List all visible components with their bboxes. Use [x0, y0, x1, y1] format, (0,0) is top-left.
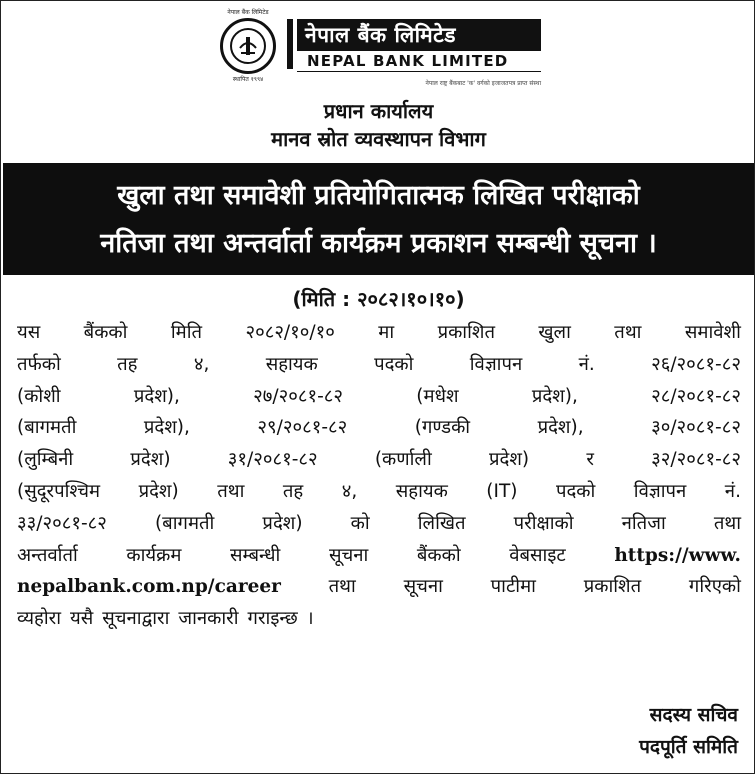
- body-word: प्रदेश): [138, 480, 179, 502]
- body-word: ३१/२०८१-८२: [227, 449, 318, 471]
- body-line: [17, 540, 741, 572]
- body-word: प्रदेश): [130, 449, 171, 471]
- body-word: (लुम्बिनी: [17, 449, 74, 471]
- body-word: प्रदेश),: [531, 385, 578, 407]
- body-word: पाटीमा: [490, 576, 536, 598]
- body-word: प्रदेश),: [133, 385, 180, 407]
- body-word: २९/२०८१-८२: [257, 417, 348, 439]
- body-word: वेबसाइट: [509, 544, 566, 566]
- body-word: जानकारी: [178, 608, 239, 630]
- body-word: विज्ञापन: [633, 480, 687, 502]
- brand-name-nepali: नेपाल बैंक लिमिटेड: [297, 19, 541, 51]
- body-word: प्रदेश): [262, 512, 303, 534]
- body-word: ।: [306, 608, 314, 630]
- body-word: (IT): [486, 480, 518, 502]
- notice-title-line-2: नतिजा तथा अन्तर्वार्ता कार्यक्रम प्रकाशन सम्बन्धी सूचना ।: [100, 228, 657, 259]
- body-word: समावेशी: [684, 322, 741, 343]
- body-word: (बागमती: [154, 512, 215, 534]
- website-link[interactable]: https://www.: [614, 544, 741, 566]
- body-word: खुला: [538, 322, 571, 343]
- body-word: बैंकको: [83, 322, 128, 343]
- bank-seal-icon: [220, 18, 276, 74]
- body-word: २७/२०८१-८२: [253, 385, 344, 407]
- body-word: लिखित: [417, 512, 466, 534]
- body-word: प्रदेश),: [143, 417, 190, 439]
- body-word: प्रकाशित: [583, 576, 642, 598]
- body-line: [17, 508, 741, 540]
- website-link[interactable]: nepalbank.com.np/career: [17, 576, 281, 598]
- body-word: सूचना: [403, 576, 443, 598]
- registration-note: नेपाल राष्ट्र बैंकबाट 'क' वर्गको इजाजतपत्र प्राप्त संस्था: [425, 80, 541, 87]
- bank-logo: [215, 9, 281, 95]
- body-line: [17, 603, 741, 635]
- body-word: सूचना: [328, 544, 369, 566]
- body-word: नं.: [578, 353, 595, 375]
- body-line: [17, 476, 741, 508]
- body-word: ३२/२०८१-८२: [651, 449, 741, 471]
- body-word: (बागमती: [17, 417, 77, 439]
- body-word: (कर्णाली: [374, 449, 432, 471]
- body-word: सहायक: [265, 353, 318, 375]
- body-word: गरिएको: [688, 576, 741, 598]
- body-word: तह: [282, 480, 304, 502]
- office-name: प्रधान कार्यालय: [323, 99, 434, 123]
- body-word: प्रदेश),: [537, 417, 584, 439]
- body-word: तथा: [614, 322, 642, 343]
- body-line: [17, 317, 741, 349]
- body-word: तह: [117, 353, 138, 375]
- brand-divider: [287, 19, 293, 69]
- body-word: गराइन्छ: [247, 608, 298, 630]
- body-word: (सुदूरपश्चिम: [17, 480, 101, 502]
- body-word: अन्तर्वार्ता: [17, 544, 78, 566]
- body-word: सम्बन्धी: [229, 544, 281, 566]
- body-word: र: [586, 449, 594, 471]
- body-word: प्रदेश): [488, 449, 530, 471]
- body-line: [17, 349, 741, 381]
- notice-title-band: [3, 163, 754, 275]
- body-line: [17, 381, 741, 413]
- signatory-committee: पदपूर्ति समिति: [639, 736, 738, 758]
- body-word: तथा: [328, 576, 356, 598]
- body-word: पदको: [555, 480, 596, 502]
- body-word: नं.: [724, 480, 741, 502]
- body-word: विज्ञापन: [469, 353, 523, 375]
- body-word: परीक्षाको: [513, 512, 574, 534]
- body-word: प्रकाशित: [437, 322, 496, 343]
- signatory-title: सदस्य सचिव: [649, 704, 738, 726]
- body-line: [17, 571, 741, 603]
- body-word: कार्यक्रम: [126, 544, 182, 566]
- body-word: तर्फको: [17, 353, 61, 375]
- notice-title-line-1: खुला तथा समावेशी प्रतियोगितात्मक लिखित परीक्षाको: [117, 180, 640, 211]
- body-word: ४,: [193, 353, 210, 375]
- body-word: ४,: [341, 480, 358, 502]
- body-word: यसै: [70, 608, 94, 630]
- body-word: २८/२०८१-८२: [651, 385, 741, 407]
- department-name: मानव स्रोत व्यवस्थापन विभाग: [271, 127, 486, 151]
- body-word: यस: [17, 322, 41, 343]
- body-word: (कोशी: [17, 385, 61, 407]
- body-word: ३०/२०८१-८२: [651, 417, 741, 439]
- brand-wordmark: [297, 19, 541, 71]
- body-word: ३३/२०८१-८२: [17, 512, 107, 534]
- body-word: (गण्डकी: [414, 417, 471, 439]
- body-word: तथा: [217, 480, 245, 502]
- body-word: पदको: [374, 353, 414, 375]
- body-word: सूचनाद्वारा: [102, 608, 170, 630]
- body-line: [17, 412, 741, 444]
- body-line: [17, 444, 741, 476]
- body-word: नतिजा: [621, 512, 666, 534]
- notice-body: [17, 317, 741, 635]
- body-word: २०८२/१०/१०: [245, 322, 335, 343]
- body-word: (मधेश: [416, 385, 459, 407]
- logo-bottom-text: स्थापित १९९४: [232, 76, 264, 83]
- body-word: व्यहोरा: [17, 608, 62, 630]
- logo-top-text: नेपाल बैंक लिमिटेड: [227, 9, 269, 16]
- body-word: २६/२०८१-८२: [651, 353, 741, 375]
- body-word: मिति: [170, 322, 203, 343]
- notice-date: (मिति : २०८२।१०।१०): [292, 287, 465, 311]
- body-word: सहायक: [395, 480, 448, 502]
- body-word: तथा: [713, 512, 741, 534]
- body-word: मा: [378, 322, 395, 343]
- body-word: को: [350, 512, 370, 534]
- body-word: बैंकको: [416, 544, 461, 566]
- brand-name-english: NEPAL BANK LIMITED: [297, 51, 541, 72]
